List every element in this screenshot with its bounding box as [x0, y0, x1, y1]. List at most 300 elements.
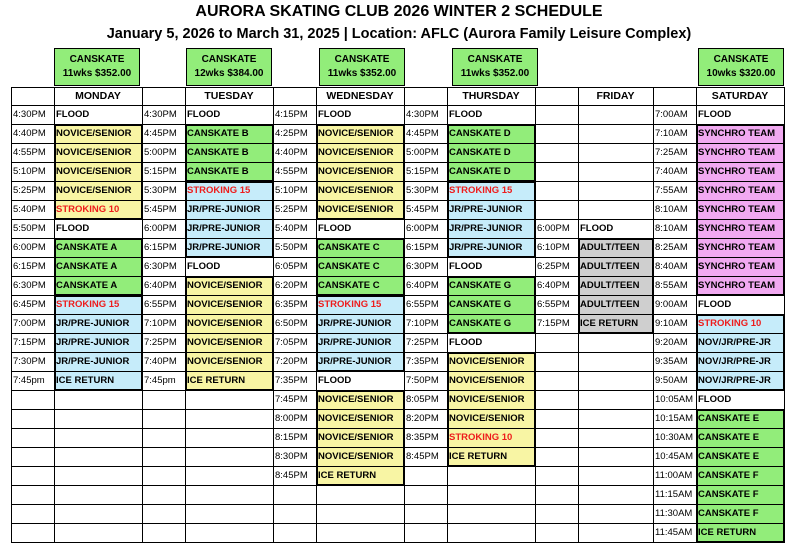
block-border	[578, 238, 580, 334]
grid-line	[11, 276, 785, 277]
time-cell: 7:35PM	[275, 375, 308, 386]
activity-cell: SYNCHRO TEAM	[696, 200, 784, 219]
block-border	[534, 124, 536, 182]
time-cell: 4:55PM	[13, 147, 46, 158]
time-cell: 7:50PM	[406, 375, 439, 386]
activity-cell: CANSKATE D	[447, 124, 535, 143]
time-cell: 5:10PM	[275, 185, 308, 196]
block-border	[185, 276, 274, 278]
activity-cell: STROKING 10	[54, 200, 142, 219]
time-cell: 6:25PM	[537, 261, 570, 272]
activity-cell: CANSKATE G	[447, 276, 535, 295]
activity-cell: FLOOD	[187, 261, 221, 272]
activity-cell: CANSKATE E	[696, 447, 784, 466]
time-cell: 6:00PM	[144, 223, 177, 234]
block-border	[141, 295, 143, 391]
block-border	[534, 352, 536, 467]
package-monday	[54, 48, 140, 86]
block-border	[447, 256, 536, 258]
grid-line	[11, 333, 785, 334]
activity-cell: NOVICE/SENIOR	[316, 390, 404, 409]
day-header-saturday: SATURDAY	[711, 90, 769, 102]
block-border	[578, 332, 654, 334]
activity-cell: JR/PRE-JUNIOR	[447, 200, 535, 219]
activity-cell: SYNCHRO TEAM	[696, 219, 784, 238]
time-cell: 7:45PM	[275, 394, 308, 405]
time-cell: 4:40PM	[275, 147, 308, 158]
time-cell: 8:30PM	[275, 451, 308, 462]
package-name: CANSKATE	[467, 54, 523, 65]
activity-cell: FLOOD	[698, 299, 732, 310]
time-cell: 8:55AM	[655, 280, 688, 291]
time-cell: 7:40AM	[655, 166, 688, 177]
grid-line	[11, 181, 785, 182]
grid-line	[11, 87, 12, 543]
package-detail: 12wks $384.00	[194, 68, 264, 79]
activity-cell: CANSKATE G	[447, 314, 535, 333]
grid-line	[11, 466, 785, 467]
time-cell: 7:35PM	[406, 356, 439, 367]
time-cell: 8:25AM	[655, 242, 688, 253]
block-border	[783, 409, 785, 543]
activity-cell: CANSKATE A	[54, 257, 142, 276]
time-cell: 6:40PM	[406, 280, 439, 291]
grid-line	[11, 523, 785, 524]
package-tuesday	[186, 48, 272, 86]
time-cell: 6:00PM	[406, 223, 439, 234]
activity-cell: CANSKATE A	[54, 238, 142, 257]
time-cell: 10:30AM	[655, 432, 694, 443]
block-border	[578, 238, 654, 240]
grid-line	[11, 257, 785, 258]
block-border	[185, 124, 187, 182]
activity-cell: FLOOD	[318, 109, 352, 120]
block-border	[447, 124, 536, 126]
time-cell: 11:00AM	[655, 470, 693, 481]
activity-cell: NOVICE/SENIOR	[316, 447, 404, 466]
activity-cell: FLOOD	[449, 261, 483, 272]
block-border	[696, 409, 698, 543]
activity-cell: FLOOD	[580, 223, 614, 234]
time-cell: 7:55AM	[655, 185, 688, 196]
time-cell: 7:15PM	[13, 337, 46, 348]
time-cell: 4:45PM	[406, 128, 439, 139]
block-border	[54, 238, 56, 296]
activity-cell: NOVICE/SENIOR	[316, 428, 404, 447]
time-cell: 6:45PM	[13, 299, 46, 310]
block-border	[316, 390, 405, 392]
time-cell: 7:10PM	[406, 318, 439, 329]
time-cell: 6:55PM	[406, 299, 439, 310]
page-subtitle: January 5, 2026 to March 31, 2025 | Location: AFLC (Aurora Family Leisure Complex)	[106, 26, 692, 42]
activity-cell: JR/PRE-JUNIOR	[316, 314, 404, 333]
block-border	[534, 276, 536, 334]
time-cell: 4:15PM	[275, 109, 308, 120]
block-border	[316, 238, 318, 296]
activity-cell: JR/PRE-JUNIOR	[447, 219, 535, 238]
block-border	[141, 238, 143, 296]
activity-cell: NOVICE/SENIOR	[447, 352, 535, 371]
package-detail: 11wks $352.00	[62, 68, 132, 79]
block-border	[447, 276, 449, 334]
block-border	[696, 409, 785, 411]
time-cell: 7:10AM	[655, 128, 688, 139]
block-border	[447, 352, 536, 354]
time-cell: 4:30PM	[13, 109, 46, 120]
block-border	[447, 181, 536, 183]
package-wednesday	[319, 48, 405, 86]
activity-cell: ICE RETURN	[316, 466, 404, 485]
time-cell: 6:15PM	[406, 242, 439, 253]
activity-cell: ICE RETURN	[185, 371, 273, 390]
time-cell: 6:05PM	[275, 261, 308, 272]
block-border	[185, 124, 274, 126]
time-cell: 6:40PM	[144, 280, 177, 291]
activity-cell: FLOOD	[56, 223, 90, 234]
activity-cell: FLOOD	[318, 375, 352, 386]
activity-cell: ADULT/TEEN	[578, 295, 653, 314]
time-cell: 9:35AM	[655, 356, 688, 367]
package-detail: 10wks $320.00	[706, 68, 776, 79]
grid-line	[11, 409, 785, 410]
time-cell: 7:20PM	[275, 356, 308, 367]
day-header-monday: MONDAY	[75, 90, 121, 102]
block-border	[316, 295, 405, 297]
schedule-grid	[11, 87, 786, 536]
package-name: CANSKATE	[201, 54, 257, 65]
block-border	[534, 181, 536, 258]
block-border	[403, 295, 405, 372]
activity-cell: NOV/JR/PRE-JR	[696, 352, 784, 371]
time-cell: 10:45AM	[655, 451, 694, 462]
activity-cell: JR/PRE-JUNIOR	[54, 314, 142, 333]
time-cell: 8:10AM	[655, 204, 688, 215]
time-cell: 6:30PM	[13, 280, 46, 291]
activity-cell: JR/PRE-JUNIOR	[185, 200, 273, 219]
block-border	[272, 181, 274, 258]
block-border	[403, 390, 405, 486]
grid-line	[11, 105, 785, 106]
time-cell: 5:15PM	[144, 166, 177, 177]
activity-cell: CANSKATE F	[696, 485, 784, 504]
time-cell: 11:15AM	[655, 489, 693, 500]
activity-cell: FLOOD	[56, 109, 90, 120]
block-border	[696, 314, 698, 391]
block-border	[272, 276, 274, 391]
time-cell: 5:45PM	[144, 204, 177, 215]
block-border	[696, 124, 698, 296]
block-border	[447, 465, 536, 467]
grid-line	[11, 447, 785, 448]
block-border	[316, 370, 405, 372]
activity-cell: SYNCHRO TEAM	[696, 181, 784, 200]
activity-cell: NOVICE/SENIOR	[316, 200, 404, 219]
activity-cell: NOV/JR/PRE-JR	[696, 333, 784, 352]
activity-cell: FLOOD	[449, 109, 483, 120]
grid-line	[11, 87, 785, 88]
time-cell: 8:00PM	[275, 413, 308, 424]
activity-cell: JR/PRE-JUNIOR	[54, 333, 142, 352]
block-border	[54, 124, 143, 126]
time-cell: 6:10PM	[537, 242, 570, 253]
block-border	[316, 124, 318, 220]
block-border	[403, 124, 405, 220]
activity-cell: NOVICE/SENIOR	[185, 276, 273, 295]
time-cell: 4:30PM	[144, 109, 177, 120]
time-cell: 5:40PM	[275, 223, 308, 234]
package-saturday	[698, 48, 784, 86]
time-cell: 8:35PM	[406, 432, 439, 443]
time-cell: 7:25PM	[406, 337, 439, 348]
time-cell: 8:40AM	[655, 261, 688, 272]
block-border	[54, 124, 56, 220]
activity-cell: NOVICE/SENIOR	[447, 371, 535, 390]
time-cell: 7:30PM	[13, 356, 46, 367]
time-cell: 6:00PM	[13, 242, 46, 253]
activity-cell: CANSKATE F	[696, 504, 784, 523]
activity-cell: NOVICE/SENIOR	[316, 124, 404, 143]
activity-cell: STROKING 15	[447, 181, 535, 200]
activity-cell: NOVICE/SENIOR	[316, 181, 404, 200]
activity-cell: SYNCHRO TEAM	[696, 257, 784, 276]
time-cell: 5:40PM	[13, 204, 46, 215]
activity-cell: STROKING 10	[696, 314, 784, 333]
time-cell: 6:15PM	[144, 242, 177, 253]
activity-cell: CANSKATE C	[316, 276, 404, 295]
activity-cell: STROKING 15	[54, 295, 142, 314]
block-border	[316, 295, 318, 372]
block-border	[652, 238, 654, 334]
activity-cell: NOVICE/SENIOR	[316, 162, 404, 181]
package-thursday	[452, 48, 538, 86]
time-cell: 7:00PM	[13, 318, 46, 329]
block-border	[316, 124, 405, 126]
activity-cell: JR/PRE-JUNIOR	[185, 219, 273, 238]
block-border	[185, 181, 187, 258]
block-border	[783, 314, 785, 391]
time-cell: 6:20PM	[275, 280, 308, 291]
time-cell: 8:10AM	[655, 223, 688, 234]
block-border	[185, 256, 274, 258]
time-cell: 7:25AM	[655, 147, 688, 158]
time-cell: 6:55PM	[144, 299, 177, 310]
time-cell: 6:00PM	[537, 223, 570, 234]
time-cell: 9:50AM	[655, 375, 688, 386]
activity-cell: ICE RETURN	[447, 447, 535, 466]
time-cell: 5:50PM	[275, 242, 308, 253]
activity-cell: NOVICE/SENIOR	[185, 295, 273, 314]
block-border	[783, 124, 785, 296]
package-detail: 11wks $352.00	[460, 68, 530, 79]
grid-line	[11, 314, 785, 315]
activity-cell: FLOOD	[449, 337, 483, 348]
activity-cell: SYNCHRO TEAM	[696, 124, 784, 143]
block-border	[185, 389, 274, 391]
block-border	[185, 276, 187, 391]
time-cell: 5:30PM	[406, 185, 439, 196]
activity-cell: JR/PRE-JUNIOR	[447, 238, 535, 257]
time-cell: 8:15PM	[275, 432, 308, 443]
time-cell: 6:50PM	[275, 318, 308, 329]
block-border	[54, 389, 143, 391]
time-cell: 6:30PM	[144, 261, 177, 272]
time-cell: 4:45PM	[144, 128, 177, 139]
activity-cell: JR/PRE-JUNIOR	[316, 333, 404, 352]
time-cell: 5:15PM	[406, 166, 439, 177]
activity-cell: CANSKATE E	[696, 428, 784, 447]
grid-line	[11, 428, 785, 429]
activity-cell: CANSKATE C	[316, 257, 404, 276]
block-border	[141, 124, 143, 220]
block-border	[403, 238, 405, 296]
block-border	[316, 484, 405, 486]
day-header-friday: FRIDAY	[596, 90, 635, 102]
activity-cell: FLOOD	[187, 109, 221, 120]
time-cell: 8:45PM	[275, 470, 308, 481]
activity-cell: FLOOD	[698, 109, 732, 120]
page-title: AURORA SKATING CLUB 2026 WINTER 2 SCHEDULE	[195, 3, 603, 20]
grid-line	[11, 143, 785, 144]
time-cell: 6:30PM	[406, 261, 439, 272]
activity-cell: ADULT/TEEN	[578, 257, 653, 276]
activity-cell: NOVICE/SENIOR	[54, 181, 142, 200]
block-border	[447, 124, 449, 182]
activity-cell: NOVICE/SENIOR	[447, 390, 535, 409]
block-border	[272, 124, 274, 182]
time-cell: 7:15PM	[537, 318, 570, 329]
activity-cell: NOVICE/SENIOR	[54, 162, 142, 181]
activity-cell: NOVICE/SENIOR	[54, 143, 142, 162]
time-cell: 11:45AM	[655, 527, 693, 538]
block-border	[316, 390, 318, 486]
time-cell: 10:05AM	[655, 394, 694, 405]
block-border	[316, 218, 405, 220]
block-border	[447, 332, 536, 334]
activity-cell: NOVICE/SENIOR	[447, 409, 535, 428]
activity-cell: CANSKATE D	[447, 143, 535, 162]
time-cell: 7:40PM	[144, 356, 177, 367]
block-border	[185, 181, 274, 183]
block-border	[54, 238, 143, 240]
time-cell: 5:25PM	[275, 204, 308, 215]
activity-cell: FLOOD	[698, 394, 732, 405]
activity-cell: STROKING 15	[316, 295, 404, 314]
activity-cell: NOVICE/SENIOR	[316, 143, 404, 162]
activity-cell: JR/PRE-JUNIOR	[54, 352, 142, 371]
activity-cell: NOVICE/SENIOR	[316, 409, 404, 428]
time-cell: 9:10AM	[655, 318, 688, 329]
time-cell: 8:20PM	[406, 413, 439, 424]
block-border	[696, 314, 785, 316]
activity-cell: SYNCHRO TEAM	[696, 276, 784, 295]
activity-cell: CANSKATE B	[185, 162, 273, 181]
grid-line	[11, 200, 785, 201]
time-cell: 4:55PM	[275, 166, 308, 177]
activity-cell: CANSKATE B	[185, 124, 273, 143]
time-cell: 5:25PM	[13, 185, 46, 196]
activity-cell: ICE RETURN	[54, 371, 142, 390]
activity-cell: STROKING 10	[447, 428, 535, 447]
activity-cell: JR/PRE-JUNIOR	[316, 352, 404, 371]
activity-cell: NOVICE/SENIOR	[185, 352, 273, 371]
time-cell: 7:05PM	[275, 337, 308, 348]
grid-line	[11, 162, 785, 163]
activity-cell: NOVICE/SENIOR	[54, 124, 142, 143]
block-border	[696, 124, 785, 126]
time-cell: 6:15PM	[13, 261, 46, 272]
activity-cell: NOVICE/SENIOR	[185, 314, 273, 333]
activity-cell: CANSKATE E	[696, 409, 784, 428]
time-cell: 8:45PM	[406, 451, 439, 462]
activity-cell: CANSKATE B	[185, 143, 273, 162]
time-cell: 5:45PM	[406, 204, 439, 215]
block-border	[54, 218, 143, 220]
time-cell: 7:25PM	[144, 337, 177, 348]
time-cell: 7:10PM	[144, 318, 177, 329]
block-border	[696, 294, 785, 296]
activity-cell: ADULT/TEEN	[578, 276, 653, 295]
package-name: CANSKATE	[713, 54, 769, 65]
time-cell: 9:00AM	[655, 299, 688, 310]
block-border	[696, 389, 785, 391]
block-border	[54, 295, 56, 391]
time-cell: 4:40PM	[13, 128, 46, 139]
grid-line	[11, 504, 785, 505]
time-cell: 10:15AM	[655, 413, 694, 424]
activity-cell: SYNCHRO TEAM	[696, 162, 784, 181]
block-border	[54, 295, 143, 297]
time-cell: 5:00PM	[144, 147, 177, 158]
activity-cell: CANSKATE C	[316, 238, 404, 257]
time-cell: 8:05PM	[406, 394, 439, 405]
time-cell: 7:45pm	[13, 375, 45, 386]
block-border	[447, 276, 536, 278]
package-name: CANSKATE	[69, 54, 125, 65]
package-detail: 11wks $352.00	[327, 68, 397, 79]
activity-cell: NOV/JR/PRE-JR	[696, 371, 784, 390]
time-cell: 7:00AM	[655, 109, 688, 120]
activity-cell: SYNCHRO TEAM	[696, 238, 784, 257]
activity-cell: ADULT/TEEN	[578, 238, 653, 257]
block-border	[447, 181, 449, 258]
activity-cell: STROKING 15	[185, 181, 273, 200]
time-cell: 11:30AM	[655, 508, 693, 519]
activity-cell: CANSKATE A	[54, 276, 142, 295]
grid-line	[11, 352, 785, 353]
activity-cell: ICE RETURN	[578, 314, 653, 333]
time-cell: 5:00PM	[406, 147, 439, 158]
time-cell: 9:20AM	[655, 337, 688, 348]
time-cell: 5:50PM	[13, 223, 46, 234]
activity-cell: FLOOD	[318, 223, 352, 234]
activity-cell: NOVICE/SENIOR	[185, 333, 273, 352]
time-cell: 5:30PM	[144, 185, 177, 196]
block-border	[447, 352, 449, 467]
time-cell: 7:45pm	[144, 375, 176, 386]
activity-cell: CANSKATE F	[696, 466, 784, 485]
day-header-wednesday: WEDNESDAY	[326, 90, 394, 102]
activity-cell: CANSKATE D	[447, 162, 535, 181]
time-cell: 5:10PM	[13, 166, 46, 177]
day-header-thursday: THURSDAY	[462, 90, 520, 102]
time-cell: 6:40PM	[537, 280, 570, 291]
activity-cell: CANSKATE G	[447, 295, 535, 314]
activity-cell: ICE RETURN	[696, 523, 784, 542]
time-cell: 6:35PM	[275, 299, 308, 310]
activity-cell: SYNCHRO TEAM	[696, 143, 784, 162]
time-cell: 4:25PM	[275, 128, 308, 139]
activity-cell: JR/PRE-JUNIOR	[185, 238, 273, 257]
